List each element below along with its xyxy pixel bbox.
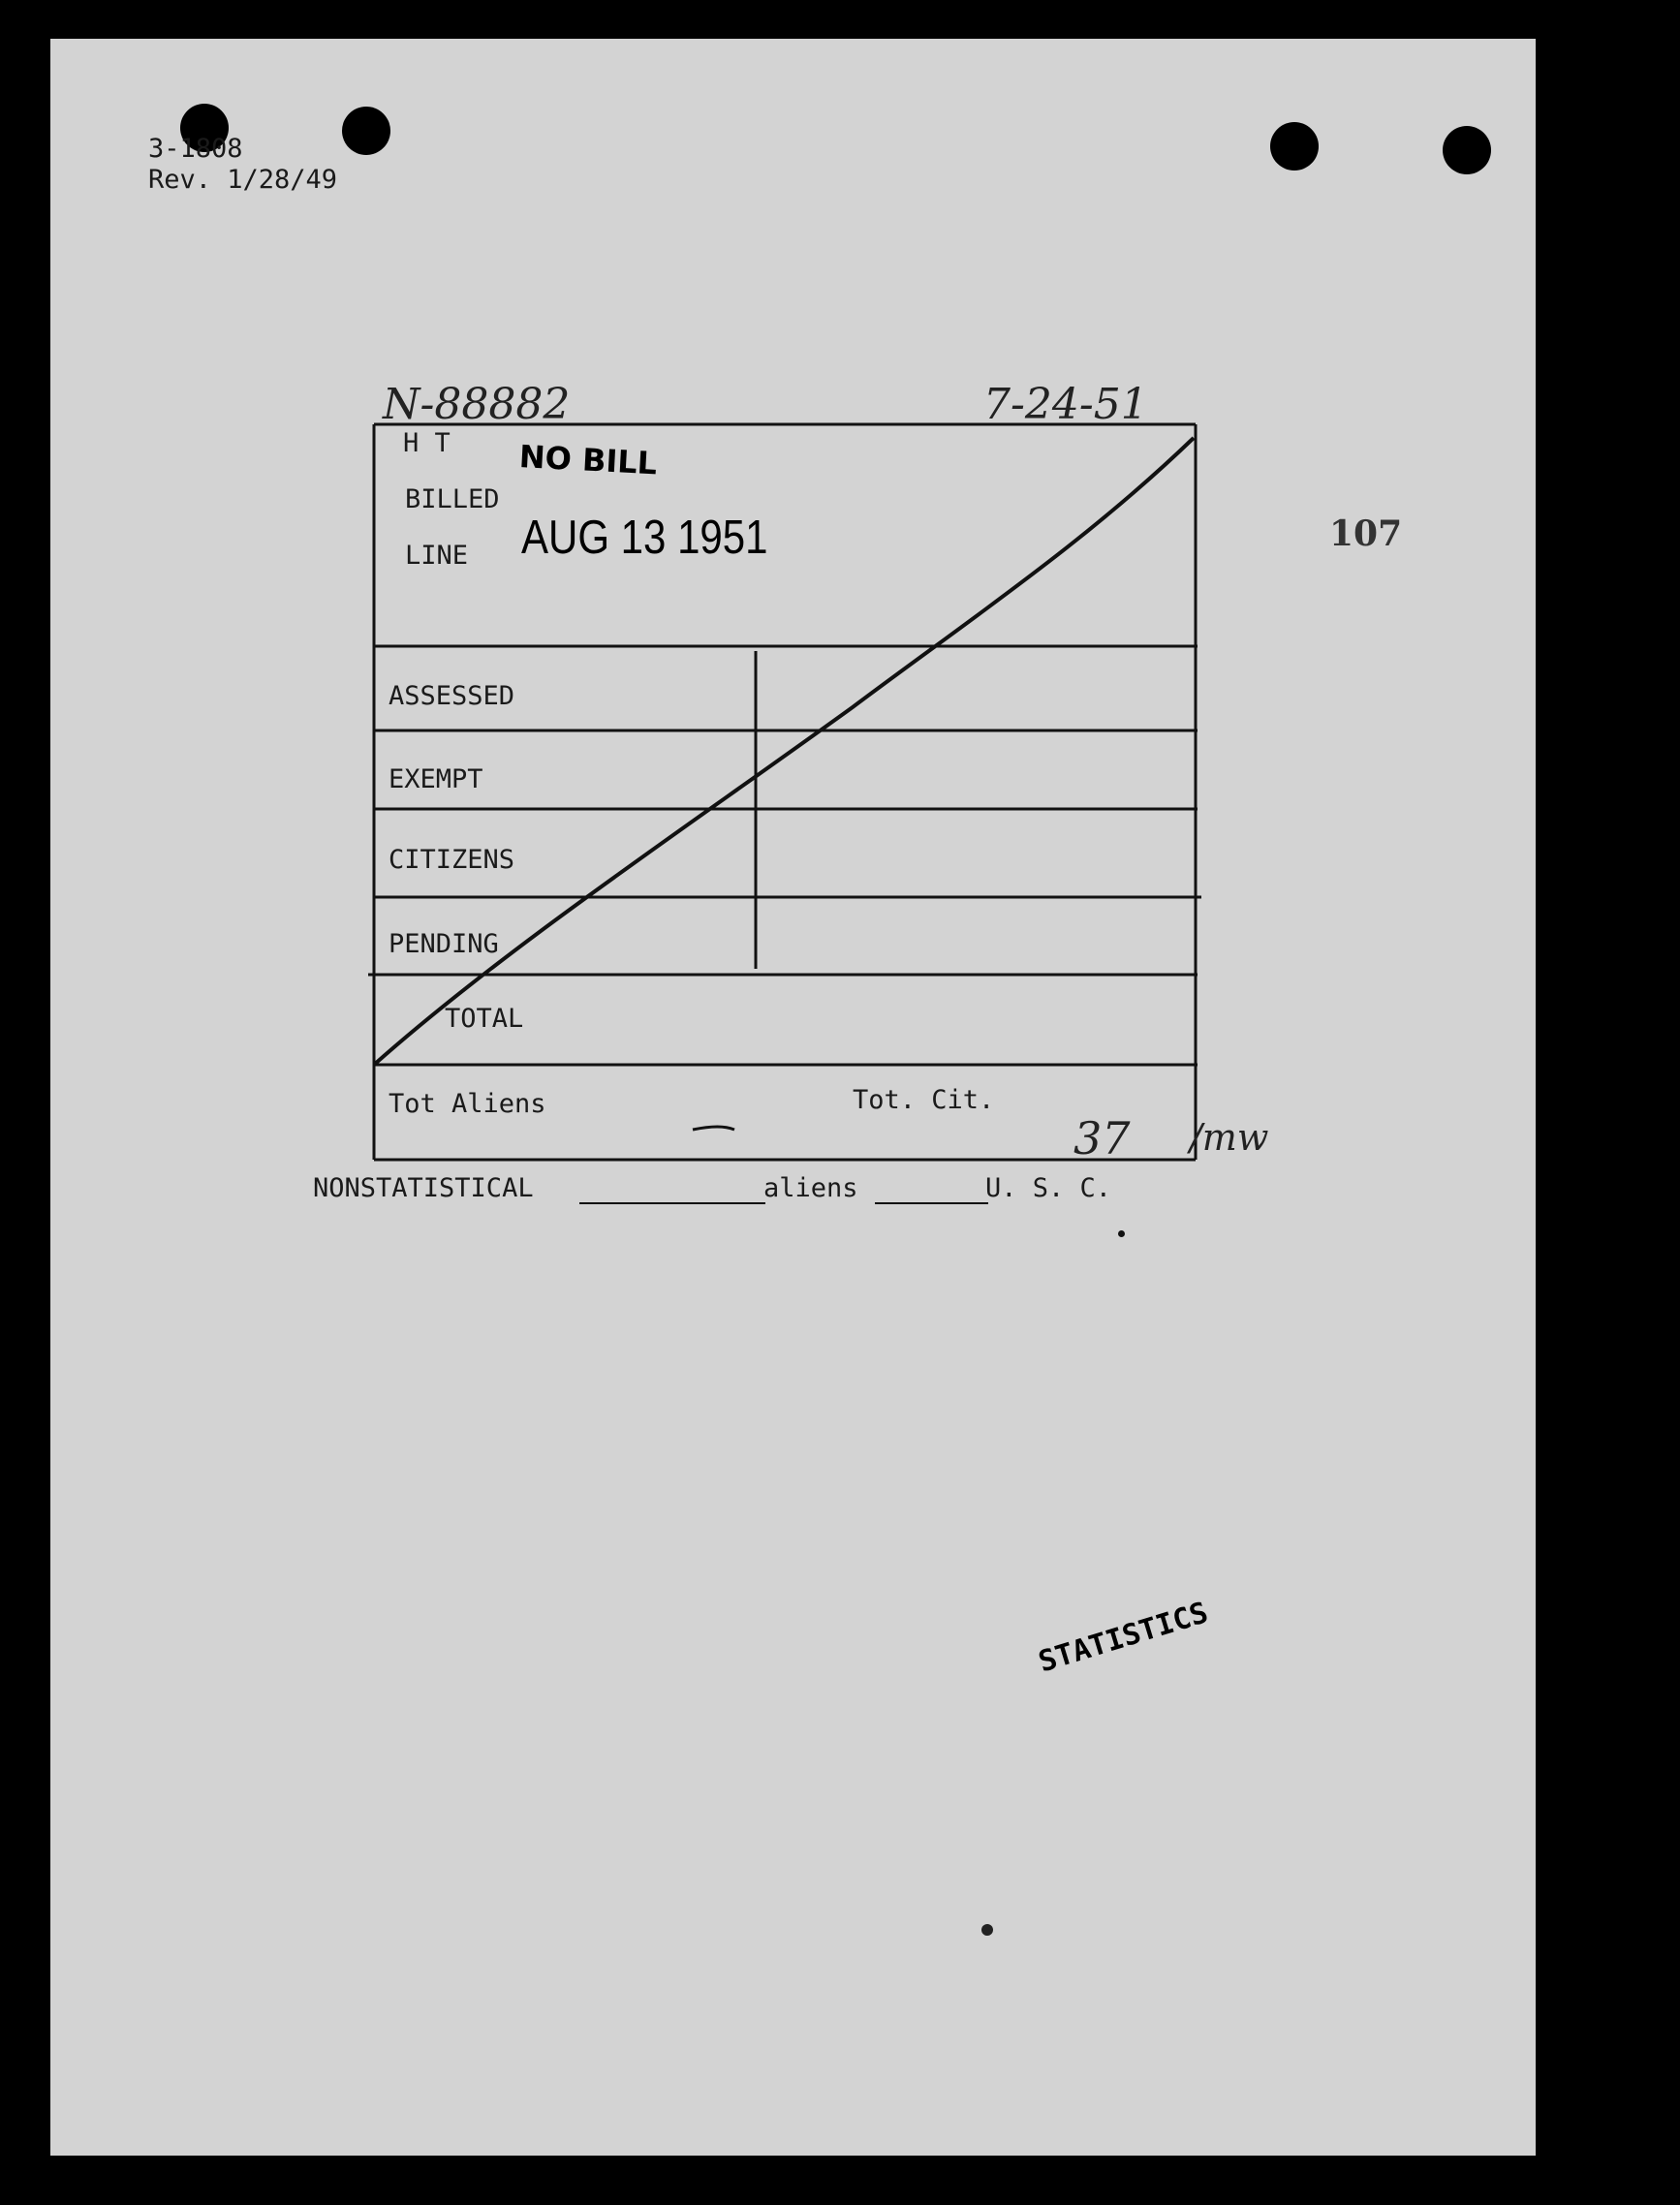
label-line: LINE: [405, 541, 469, 571]
label-nonstatistical: NONSTATISTICAL: [313, 1173, 534, 1203]
case-number: N-88882: [383, 380, 571, 429]
label-citizens: CITIZENS: [389, 845, 515, 875]
label-tot-cit: Tot. Cit.: [853, 1085, 995, 1115]
statistics-stamp: STATISTICS: [1035, 1596, 1212, 1680]
label-total: TOTAL: [445, 1004, 524, 1034]
label-billed: BILLED: [405, 484, 500, 514]
form-revision: Rev. 1/28/49: [148, 165, 338, 195]
handwritten-date: 7-24-51: [983, 380, 1148, 429]
label-pending: PENDING: [389, 929, 499, 959]
no-bill-stamp: NO BILL: [518, 438, 659, 482]
speck: [981, 1924, 993, 1936]
received-date-stamp: AUG 13 1951: [521, 510, 768, 564]
label-aliens: aliens: [763, 1173, 858, 1203]
page-number: 107: [1329, 513, 1403, 554]
label-assessed: ASSESSED: [389, 681, 515, 711]
handwritten-initials: /mw: [1190, 1116, 1269, 1159]
label-usc: U. S. C.: [985, 1173, 1112, 1203]
label-tot-aliens: Tot Aliens: [389, 1089, 546, 1119]
cancel-stroke: [374, 438, 1194, 1065]
label-ht: H T: [403, 428, 451, 458]
handwritten-count: 37: [1073, 1112, 1131, 1165]
form-number: 3-1808: [148, 134, 243, 164]
hand-mark: [693, 1127, 734, 1130]
label-exempt: EXEMPT: [389, 764, 483, 794]
speck: [1118, 1230, 1125, 1237]
